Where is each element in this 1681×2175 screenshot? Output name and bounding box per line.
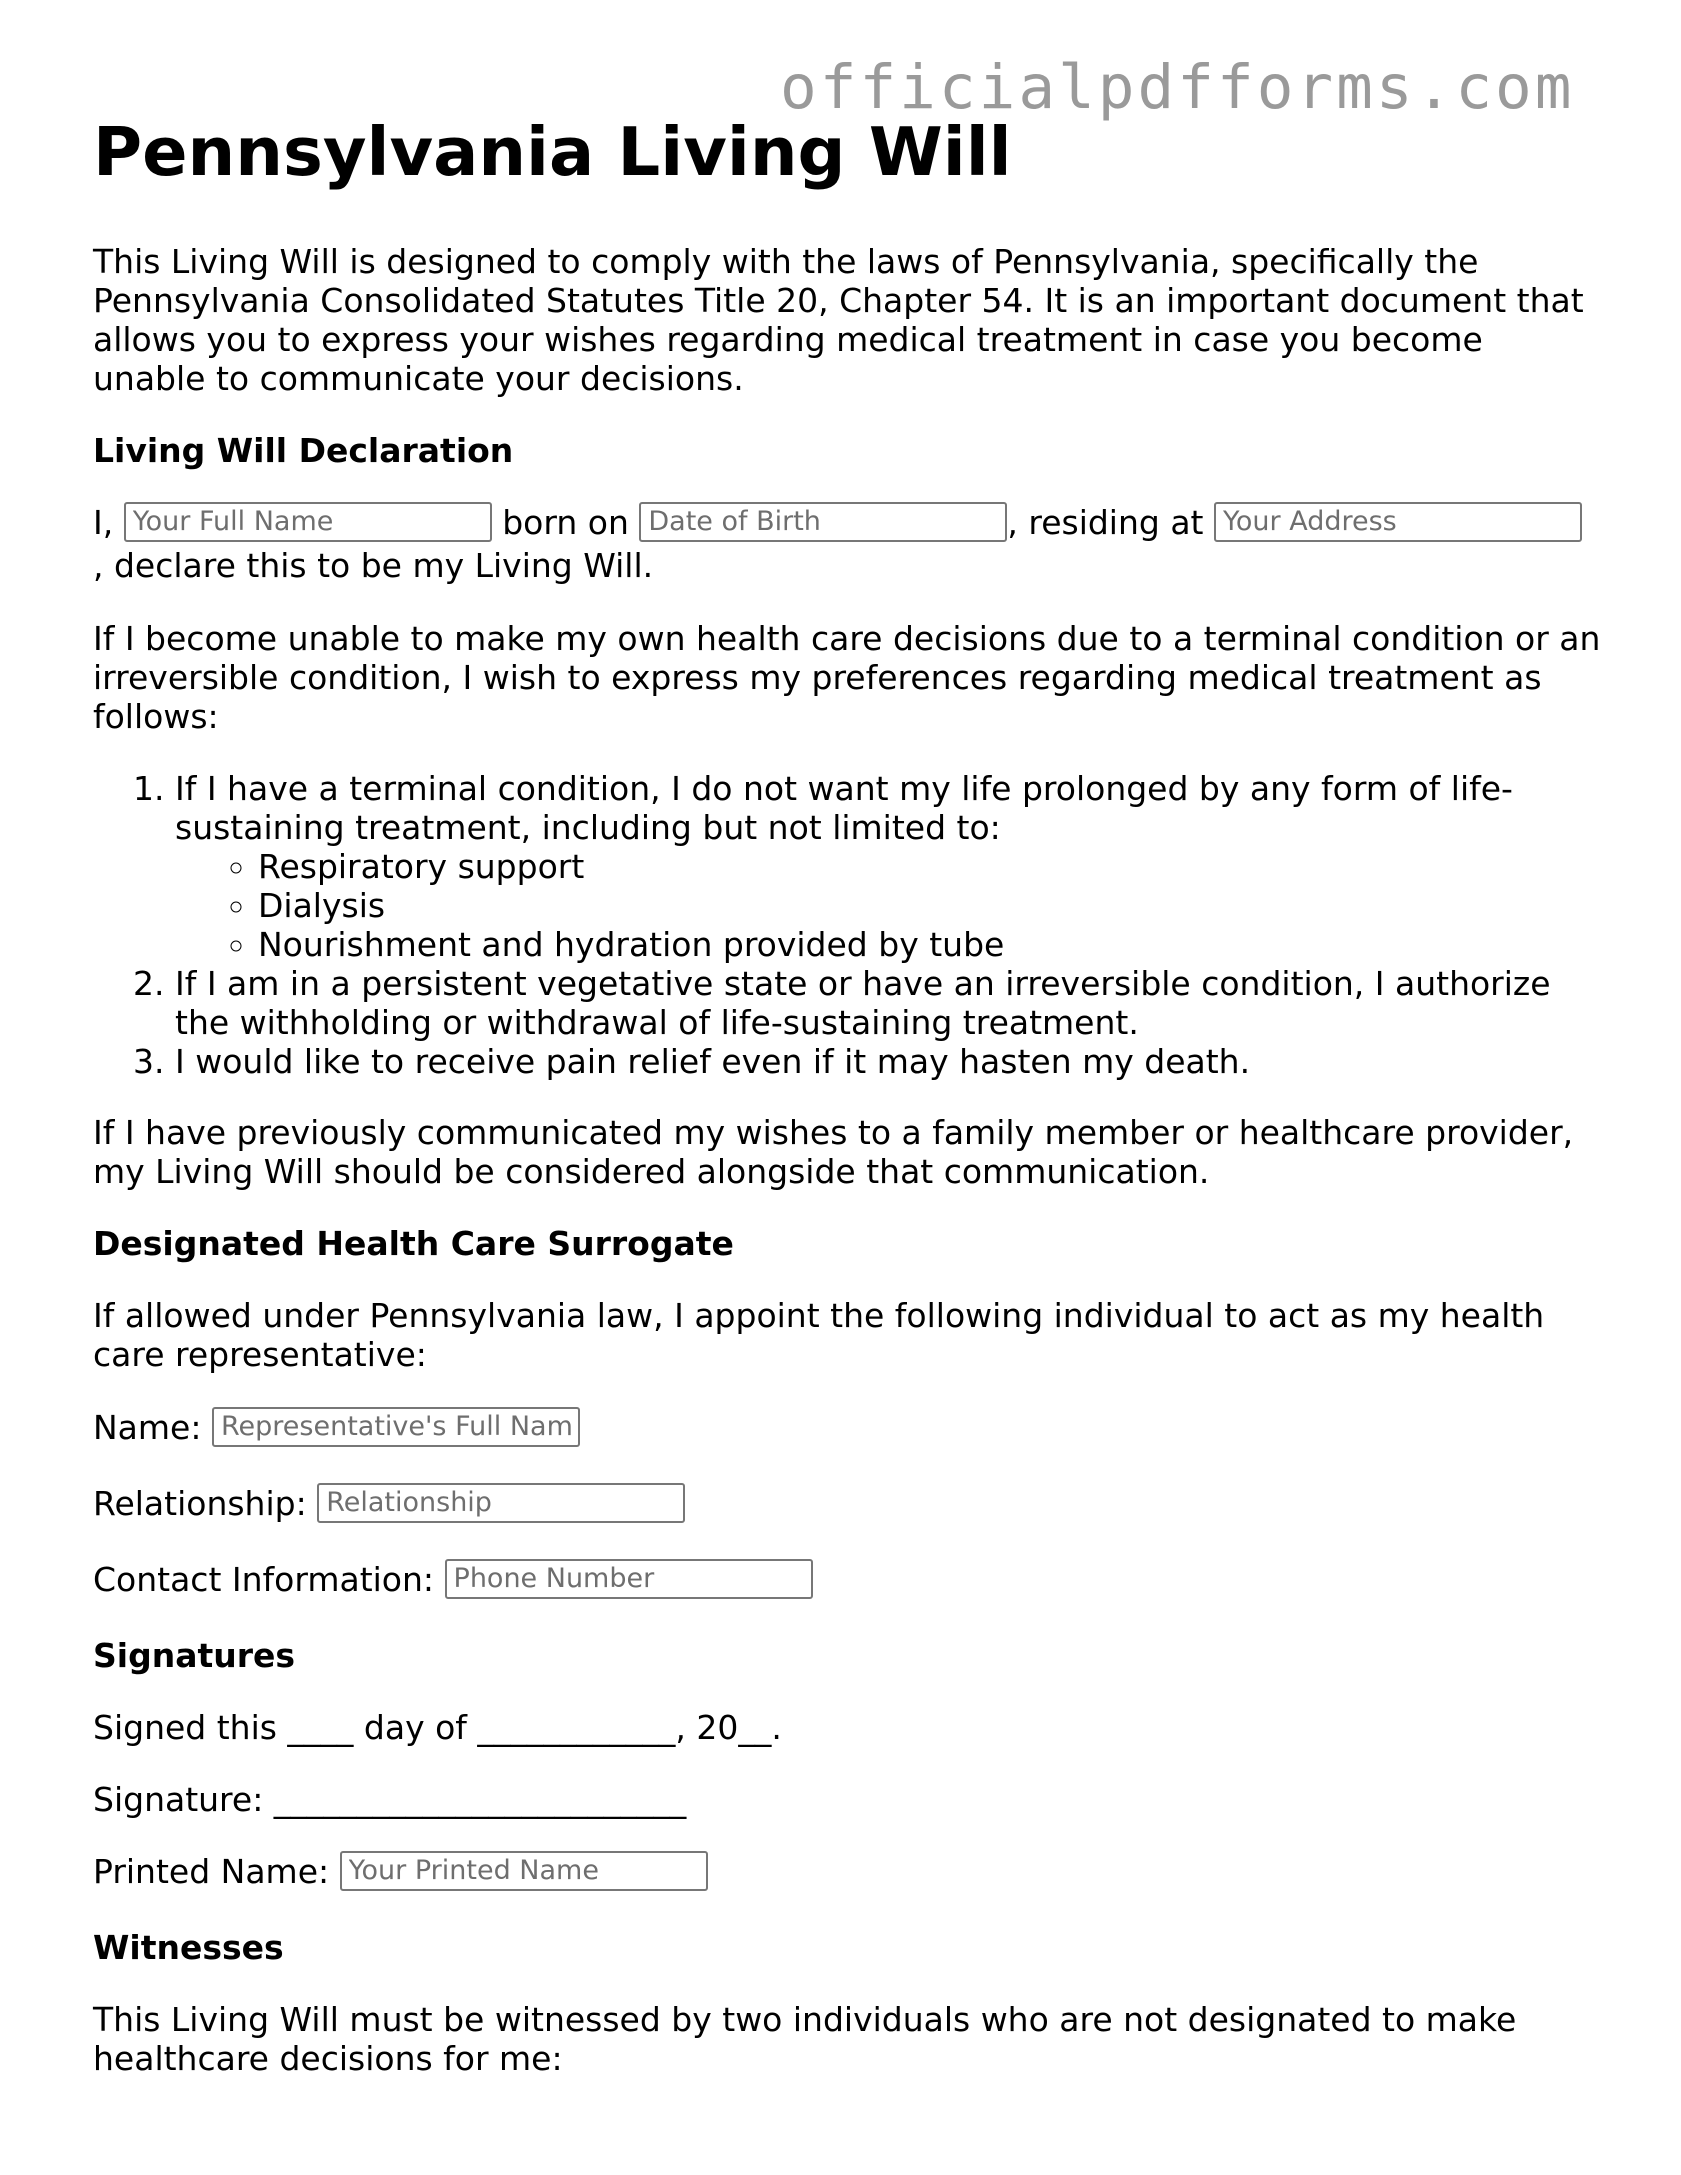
intro-paragraph: This Living Will is designed to comply with the laws of Pennsylvania, specifically the Pennsylvania Consolidated Statutes Title 20, Chapter 54. It is an important document that allows you to express your wishes regarding medical treatment in case you become unable to communicate your decisions. [93, 242, 1584, 398]
printed-name-label: Printed Name: [93, 1852, 330, 1891]
list-item: 1. If I have a terminal condition, I do not want my life prolonged by any form of life-sustaining treatment, including but not limited to: ◦ Respiratory support ◦ Dialysis ◦ Nourishment and hydration provided by tube [175, 769, 1603, 964]
surrogate-contact-row [93, 1560, 813, 1600]
surrogate-heading: Designated Health Care Surrogate [93, 1224, 734, 1263]
address-input[interactable] [1214, 502, 1582, 542]
born-on-label: born on [502, 503, 629, 542]
list-item: ◦ Nourishment and hydration provided by tube [258, 925, 1603, 964]
witnesses-intro: This Living Will must be witnessed by two individuals who are not designated to make healthcare decisions for me: [93, 2000, 1517, 2078]
contact-label: Contact Information: [93, 1560, 435, 1599]
signatures-heading: Signatures [93, 1636, 296, 1675]
declaration-prefix: I, [93, 503, 114, 542]
preferences-intro: If I become unable to make my own health care decisions due to a terminal condition or an irreversible condition, I wish to express my preferences regarding medical treatment as follows: [93, 619, 1601, 736]
residing-at-label: , residing at [1007, 503, 1204, 542]
witnesses-heading: Witnesses [93, 1928, 284, 1967]
relationship-input[interactable] [317, 1483, 685, 1523]
surrogate-intro: If allowed under Pennsylvania law, I appoint the following individual to act as my health care representative: [93, 1296, 1545, 1374]
printed-name-row [93, 1852, 708, 1892]
preferences-list [93, 769, 1603, 1081]
page-title: Pennsylvania Living Will [93, 113, 1012, 191]
surrogate-name-row [93, 1408, 580, 1448]
printed-name-input[interactable] [340, 1851, 708, 1891]
full-name-input[interactable] [124, 502, 492, 542]
surrogate-name-label: Name: [93, 1408, 202, 1447]
phone-number-input[interactable] [445, 1559, 813, 1599]
declaration-heading: Living Will Declaration [93, 431, 514, 470]
representative-name-input[interactable] [212, 1407, 580, 1447]
relationship-label: Relationship: [93, 1484, 307, 1523]
list-item: ◦ Dialysis [258, 886, 1603, 925]
list-item: 3. I would like to receive pain relief even if it may hasten my death. [175, 1042, 1603, 1081]
previous-wishes-paragraph: If I have previously communicated my wishes to a family member or healthcare provider, my Living Will should be considered alongside that communication. [93, 1113, 1574, 1191]
declaration-suffix: , declare this to be my Living Will. [93, 546, 654, 585]
signature-line: Signature: _________________________ [93, 1780, 687, 1819]
signed-date-line: Signed this ____ day of ____________, 20__. [93, 1708, 782, 1747]
list-item: ◦ Respiratory support [258, 847, 1603, 886]
treatment-sublist [175, 847, 1603, 964]
date-of-birth-input[interactable] [639, 502, 1007, 542]
declaration-line [93, 503, 1582, 543]
list-item: 2. If I am in a persistent vegetative state or have an irreversible condition, I authorize the withholding or withdrawal of life-sustaining treatment. [175, 964, 1603, 1042]
watermark: officialpdfforms.com [780, 52, 1575, 123]
surrogate-relationship-row [93, 1484, 685, 1524]
